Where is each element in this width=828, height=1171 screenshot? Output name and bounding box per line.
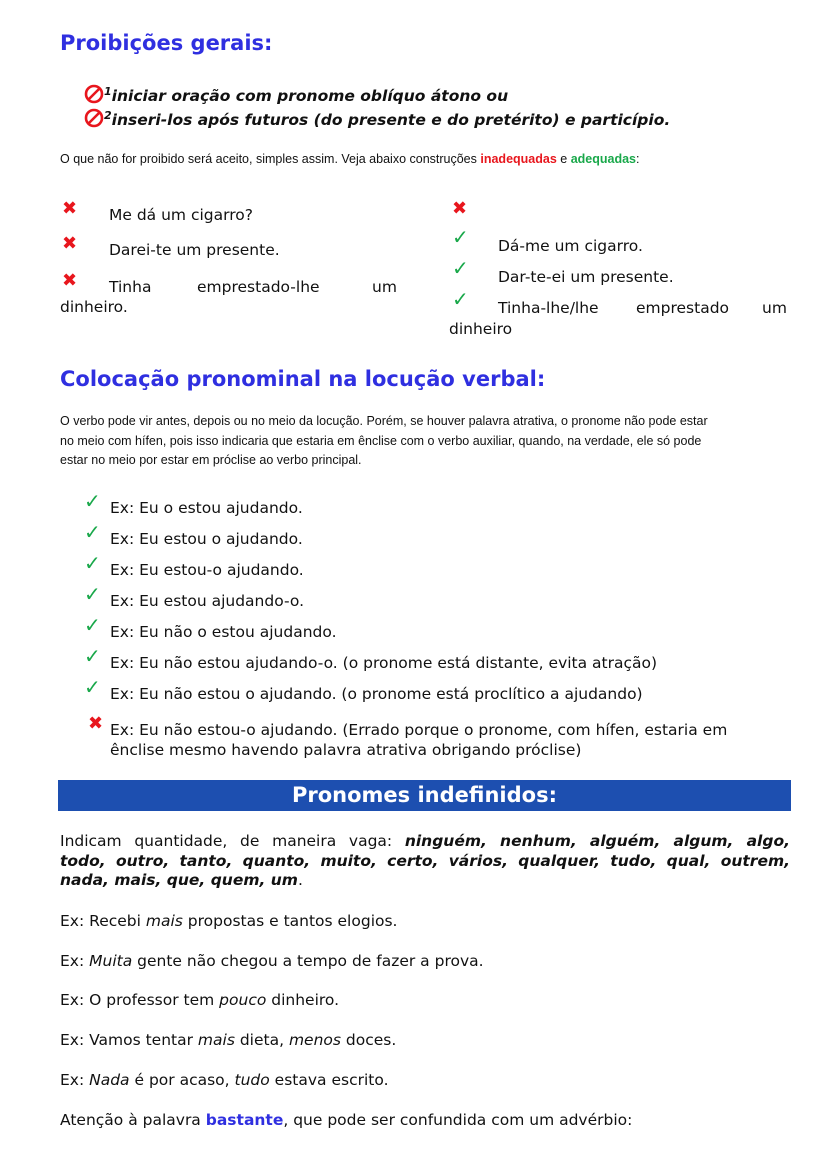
section-banner-pronomes-indefinidos: Pronomes indefinidos: — [58, 780, 791, 811]
example-text: Ex: — [60, 952, 90, 970]
example-text: estava escrito. — [269, 1071, 389, 1089]
indefinido-example — [60, 952, 484, 970]
example-text: dinheiro. — [60, 298, 128, 316]
prohibition-text: inseri-los após futuros (do presente e do pretérito) e particípio. — [111, 111, 671, 129]
intro-text: Indicam quantidade, de maneira vaga: — [60, 832, 405, 850]
prohibited-icon — [84, 108, 104, 128]
prohibition-item-2 — [84, 108, 670, 129]
example-text: Ex: — [60, 1071, 90, 1089]
example-text: Ex: O professor tem — [60, 991, 220, 1009]
indefinido-example — [60, 912, 397, 930]
example-text: um — [372, 278, 397, 296]
check-icon: ✓ — [84, 613, 101, 637]
example-emphasis: mais — [197, 1031, 235, 1049]
example-text: Ex: Eu o estou ajudando. — [110, 499, 303, 517]
example-emphasis: Nada — [89, 1071, 130, 1089]
example-text: Ex: Eu não estou o ajudando. (o pronome está proclítico a ajudando) — [110, 685, 643, 703]
cross-icon: ✖ — [62, 270, 78, 291]
example-text: dinheiro. — [266, 991, 340, 1009]
intro-text: . — [297, 871, 303, 889]
example-text: Ex: Vamos tentar — [60, 1031, 198, 1049]
cross-icon: ✖ — [62, 233, 78, 254]
highlighted-word: bastante — [205, 1111, 284, 1129]
cross-icon: ✖ — [452, 198, 468, 219]
indefinido-example — [60, 991, 339, 1009]
example-text: Tinha — [109, 278, 152, 296]
indefinido-example — [60, 1071, 389, 1089]
example-text: Ex: Eu estou-o ajudando. — [110, 561, 304, 579]
prohibited-icon — [84, 84, 104, 104]
example-text: dieta, — [234, 1031, 289, 1049]
intro-text: O que não for proibido será aceito, simples assim. Veja abaixo construções — [60, 152, 481, 166]
example-text: Darei-te um presente. — [109, 241, 280, 259]
check-icon: ✓ — [84, 675, 101, 699]
check-icon: ✓ — [84, 582, 101, 606]
check-icon: ✓ — [84, 551, 101, 575]
example-text: Ex: Eu não o estou ajudando. — [110, 623, 337, 641]
prohibition-item-1 — [84, 84, 508, 105]
prohibition-number: 1 — [104, 84, 112, 98]
cross-icon: ✖ — [62, 198, 78, 219]
cross-icon: ✖ — [88, 713, 104, 734]
indefinido-example — [60, 1031, 396, 1049]
example-text: Ex: Eu não estou ajudando-o. (o pronome está distante, evita atração) — [110, 654, 658, 672]
example-text: dinheiro — [449, 320, 513, 338]
example-text: doces. — [340, 1031, 397, 1049]
check-icon: ✓ — [452, 287, 469, 311]
intro-text: : — [636, 152, 640, 166]
example-text: Ex: Eu estou ajudando-o. — [110, 592, 304, 610]
attention-text: Atenção à palavra — [60, 1111, 206, 1129]
prohibition-number: 2 — [104, 108, 112, 122]
intro-line — [60, 832, 790, 852]
adequate-label: adequadas — [570, 152, 637, 166]
example-text: Ex: Eu não estou-o ajudando. (Errado porque o pronome, com hífen, estaria em — [110, 721, 728, 739]
section-title-proibicoes: Proibições gerais: — [60, 31, 273, 55]
example-emphasis: mais — [145, 912, 183, 930]
example-text: Tinha-lhe/lhe — [498, 299, 599, 317]
example-text: ênclise mesmo havendo palavra atrativa obrigando próclise) — [110, 741, 582, 759]
attention-text: , que pode ser confundida com um advérbio: — [283, 1111, 633, 1129]
check-icon: ✓ — [84, 644, 101, 668]
example-text: um — [762, 299, 787, 317]
example-text: gente não chegou a tempo de fazer a prova. — [132, 952, 484, 970]
pronoun-list: todo, outro, tanto, quanto, muito, certo, vários, qualquer, tudo, qual, outrem, — [60, 851, 790, 870]
example-text: Me dá um cigarro? — [109, 206, 253, 224]
example-text: propostas e tantos elogios. — [182, 912, 398, 930]
example-emphasis: menos — [288, 1031, 341, 1049]
inadequate-label: inadequadas — [480, 152, 557, 166]
example-text: Dar-te-ei um presente. — [498, 268, 674, 286]
check-icon: ✓ — [452, 225, 469, 249]
example-text: emprestado — [636, 299, 730, 317]
example-text: Dá-me um cigarro. — [498, 237, 643, 255]
example-emphasis: pouco — [219, 991, 267, 1009]
paragraph-line: no meio com hífen, pois isso indicaria que estaria em ênclise com o verbo auxiliar, quando, na verdade, ele só pode — [60, 433, 702, 448]
pronoun-list: ninguém, nenhum, alguém, algum, algo, — [404, 832, 790, 850]
example-emphasis: Muita — [89, 952, 133, 970]
check-icon: ✓ — [84, 489, 101, 513]
attention-note — [60, 1111, 632, 1129]
intro-paragraph — [60, 152, 640, 166]
section-title-colocacao: Colocação pronominal na locução verbal: — [60, 367, 546, 391]
example-text: é por acaso, — [129, 1071, 235, 1089]
intro-line — [60, 871, 790, 891]
example-text: Ex: Eu estou o ajudando. — [110, 530, 303, 548]
colocacao-paragraph — [60, 412, 800, 471]
intro-text: e — [556, 152, 571, 166]
check-icon: ✓ — [84, 520, 101, 544]
example-emphasis: tudo — [234, 1071, 270, 1089]
example-text: Ex: Recebi — [60, 912, 146, 930]
example-text: emprestado-lhe — [197, 278, 320, 296]
paragraph-line: estar no meio por estar em próclise ao verbo principal. — [60, 453, 362, 467]
pronoun-list: nada, mais, que, quem, um — [60, 871, 298, 889]
indefinidos-intro — [60, 832, 790, 891]
prohibition-text: iniciar oração com pronome oblíquo átono ou — [111, 87, 509, 105]
check-icon: ✓ — [452, 256, 469, 280]
paragraph-line: O verbo pode vir antes, depois ou no meio da locução. Porém, se houver palavra atrativa, o pronome não pode estar — [60, 414, 708, 428]
